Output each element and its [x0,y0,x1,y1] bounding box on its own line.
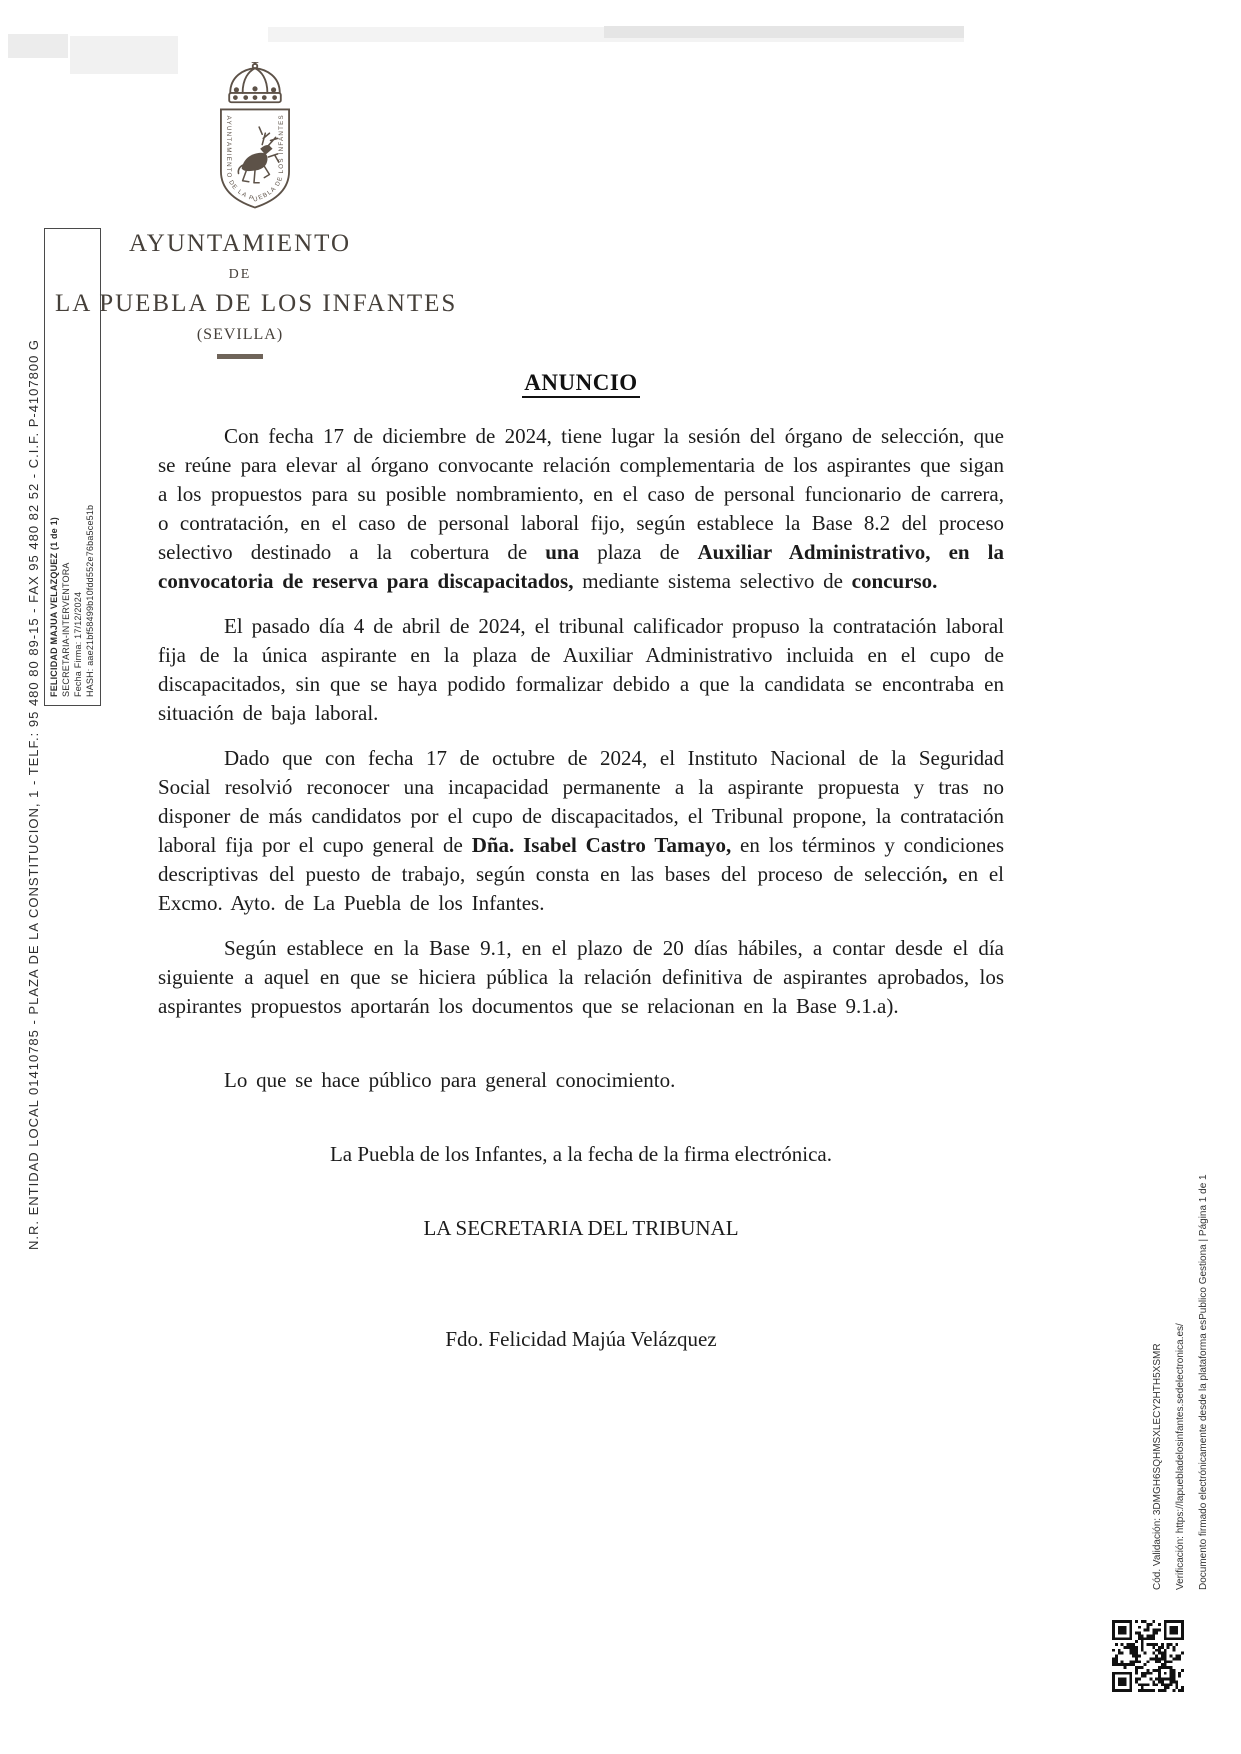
entity-registration-line: N.R. ENTIDAD LOCAL 01410785 - PLAZA DE LA CONSTITUCION, 1 - TELF.: 95 480 80 89-15 - FAX 95 480 82 52 - C.I.F. P-4107800 G [26,338,41,1250]
scan-artifact [8,34,68,58]
paragraph-1-bold-una: una [545,540,580,564]
paragraph-1-text: Con fecha 17 de diciembre de 2024, tiene lugar la sesión del órgano de selección, que se reúne para elevar al órgano convocante relación complementaria de los aspirantes que sigan a los propuestos para su posible nombramiento, en el caso de personal funcionario de carrera, o contratación, en el caso de personal laboral fijo, según establece la Base 8.2 del proceso selectivo destinado a la cobertura de [158,424,1004,564]
paragraph-3-bold-name: Dña. Isabel Castro Tamayo, [471,833,732,857]
signer-name-line: Fdo. Felicidad Majúa Velázquez [445,1327,717,1351]
paragraph-3-bold-comma: , [942,862,948,886]
org-name-line3: LA PUEBLA DE LOS INFANTES [55,289,458,317]
signature-stamp-box [44,228,101,706]
scan-artifact [604,26,964,38]
place-and-date-line: La Puebla de los Infantes, a la fecha de la firma electrónica. [329,1142,832,1166]
org-name-line1: AYUNTAMIENTO [129,230,351,257]
paragraph-1 [158,422,1004,596]
validation-block [1146,1085,1220,1590]
platform-note-line: Documento firmado electrónicamente desde la plataforma esPublico Gestiona | Página 1 de 1 [1198,1174,1209,1590]
paragraph-1-bold-concurso: concurso. [851,569,938,593]
stamp-signature-date: Fecha Firma: 17/12/2024 [73,591,83,697]
paragraph-1-text: mediante sistema selectivo de [573,569,852,593]
paragraph-3 [158,744,1004,918]
validation-code-line: Cód. Validación: 3DMGH6SQHMSXLECY2HTH5XSMR [1152,1343,1163,1590]
stamp-hash: HASH: aae21bf58499b10fdd552e76ba5ce51b [85,504,95,697]
paragraph-3-text: en el Excmo. Ayto. de La Puebla de los Infantes. [158,862,1004,915]
signer-role-line: LA SECRETARIA DEL TRIBUNAL [423,1216,739,1240]
stamp-signer-name: FELICIDAD MAJUA VELAZQUEZ (1 de 1) [49,517,59,697]
municipal-coat-of-arms-icon [198,62,312,222]
scan-artifact [70,36,178,74]
paragraph-1-bold-plaza: Auxiliar Administrativo, en la convocatoria de reserva para discapacitados, [158,540,1005,593]
paragraph-5 [158,1066,1004,1095]
paragraph-5-text: Lo que se hace público para general conocimiento. [224,1068,676,1092]
paragraph-3-text: Dado que con fecha 17 de octubre de 2024, el Instituto Nacional de la Seguridad Social resolvió reconocer una incapacidad permanente a la aspirante propuesta y tras no disponer de más candidatos por el cupo de discapacitados, el Tribunal propone, la contratación laboral fija por el cupo general de [158,746,1004,857]
paragraph-4-text: Según establece en la Base 9.1, en el plazo de 20 días hábiles, a contar desde el día siguiente a aquel en que se hiciera pública la relación definitiva de aspirantes aprobados, los aspirantes propuestos aportarán los documentos que se relacionan en la Base 9.1.a). [158,936,1004,1018]
paragraph-3-text: en los términos y condiciones descriptivas del puesto de trabajo, según consta en las bases del proceso de selección [158,833,1004,886]
verification-url-line: Verificación: https://lapuebladelosinfantes.sedelectronica.es/ [1175,1323,1186,1590]
seal-line [217,354,263,359]
letterhead [55,230,458,359]
paragraph-1-text: plaza de [579,540,698,564]
paragraph-2 [158,612,1004,728]
scan-artifact [268,27,964,42]
document-title: ANUNCIO [158,370,1004,396]
paragraph-2-text: El pasado día 4 de abril de 2024, el tribunal calificador propuso la contratación laboral fija de la única aspirante en la plaza de Auxiliar Administrativo incluida en el cupo de discapacitados, sin que se haya podido formalizar debido a que la candidata se encontraba en situación de baja laboral. [158,614,1004,725]
document-body [158,370,1004,1354]
org-name-line2: DE [228,266,252,282]
org-province: (SEVILLA) [196,326,284,344]
emblem-caption: AYUNTAMIENTO DE LA PUEBLA DE LOS INFANTES [225,114,285,204]
qr-code [1112,1620,1184,1692]
stamp-signer-role: SECRETARIA-INTERVENTORA [61,562,71,697]
paragraph-4 [158,934,1004,1021]
